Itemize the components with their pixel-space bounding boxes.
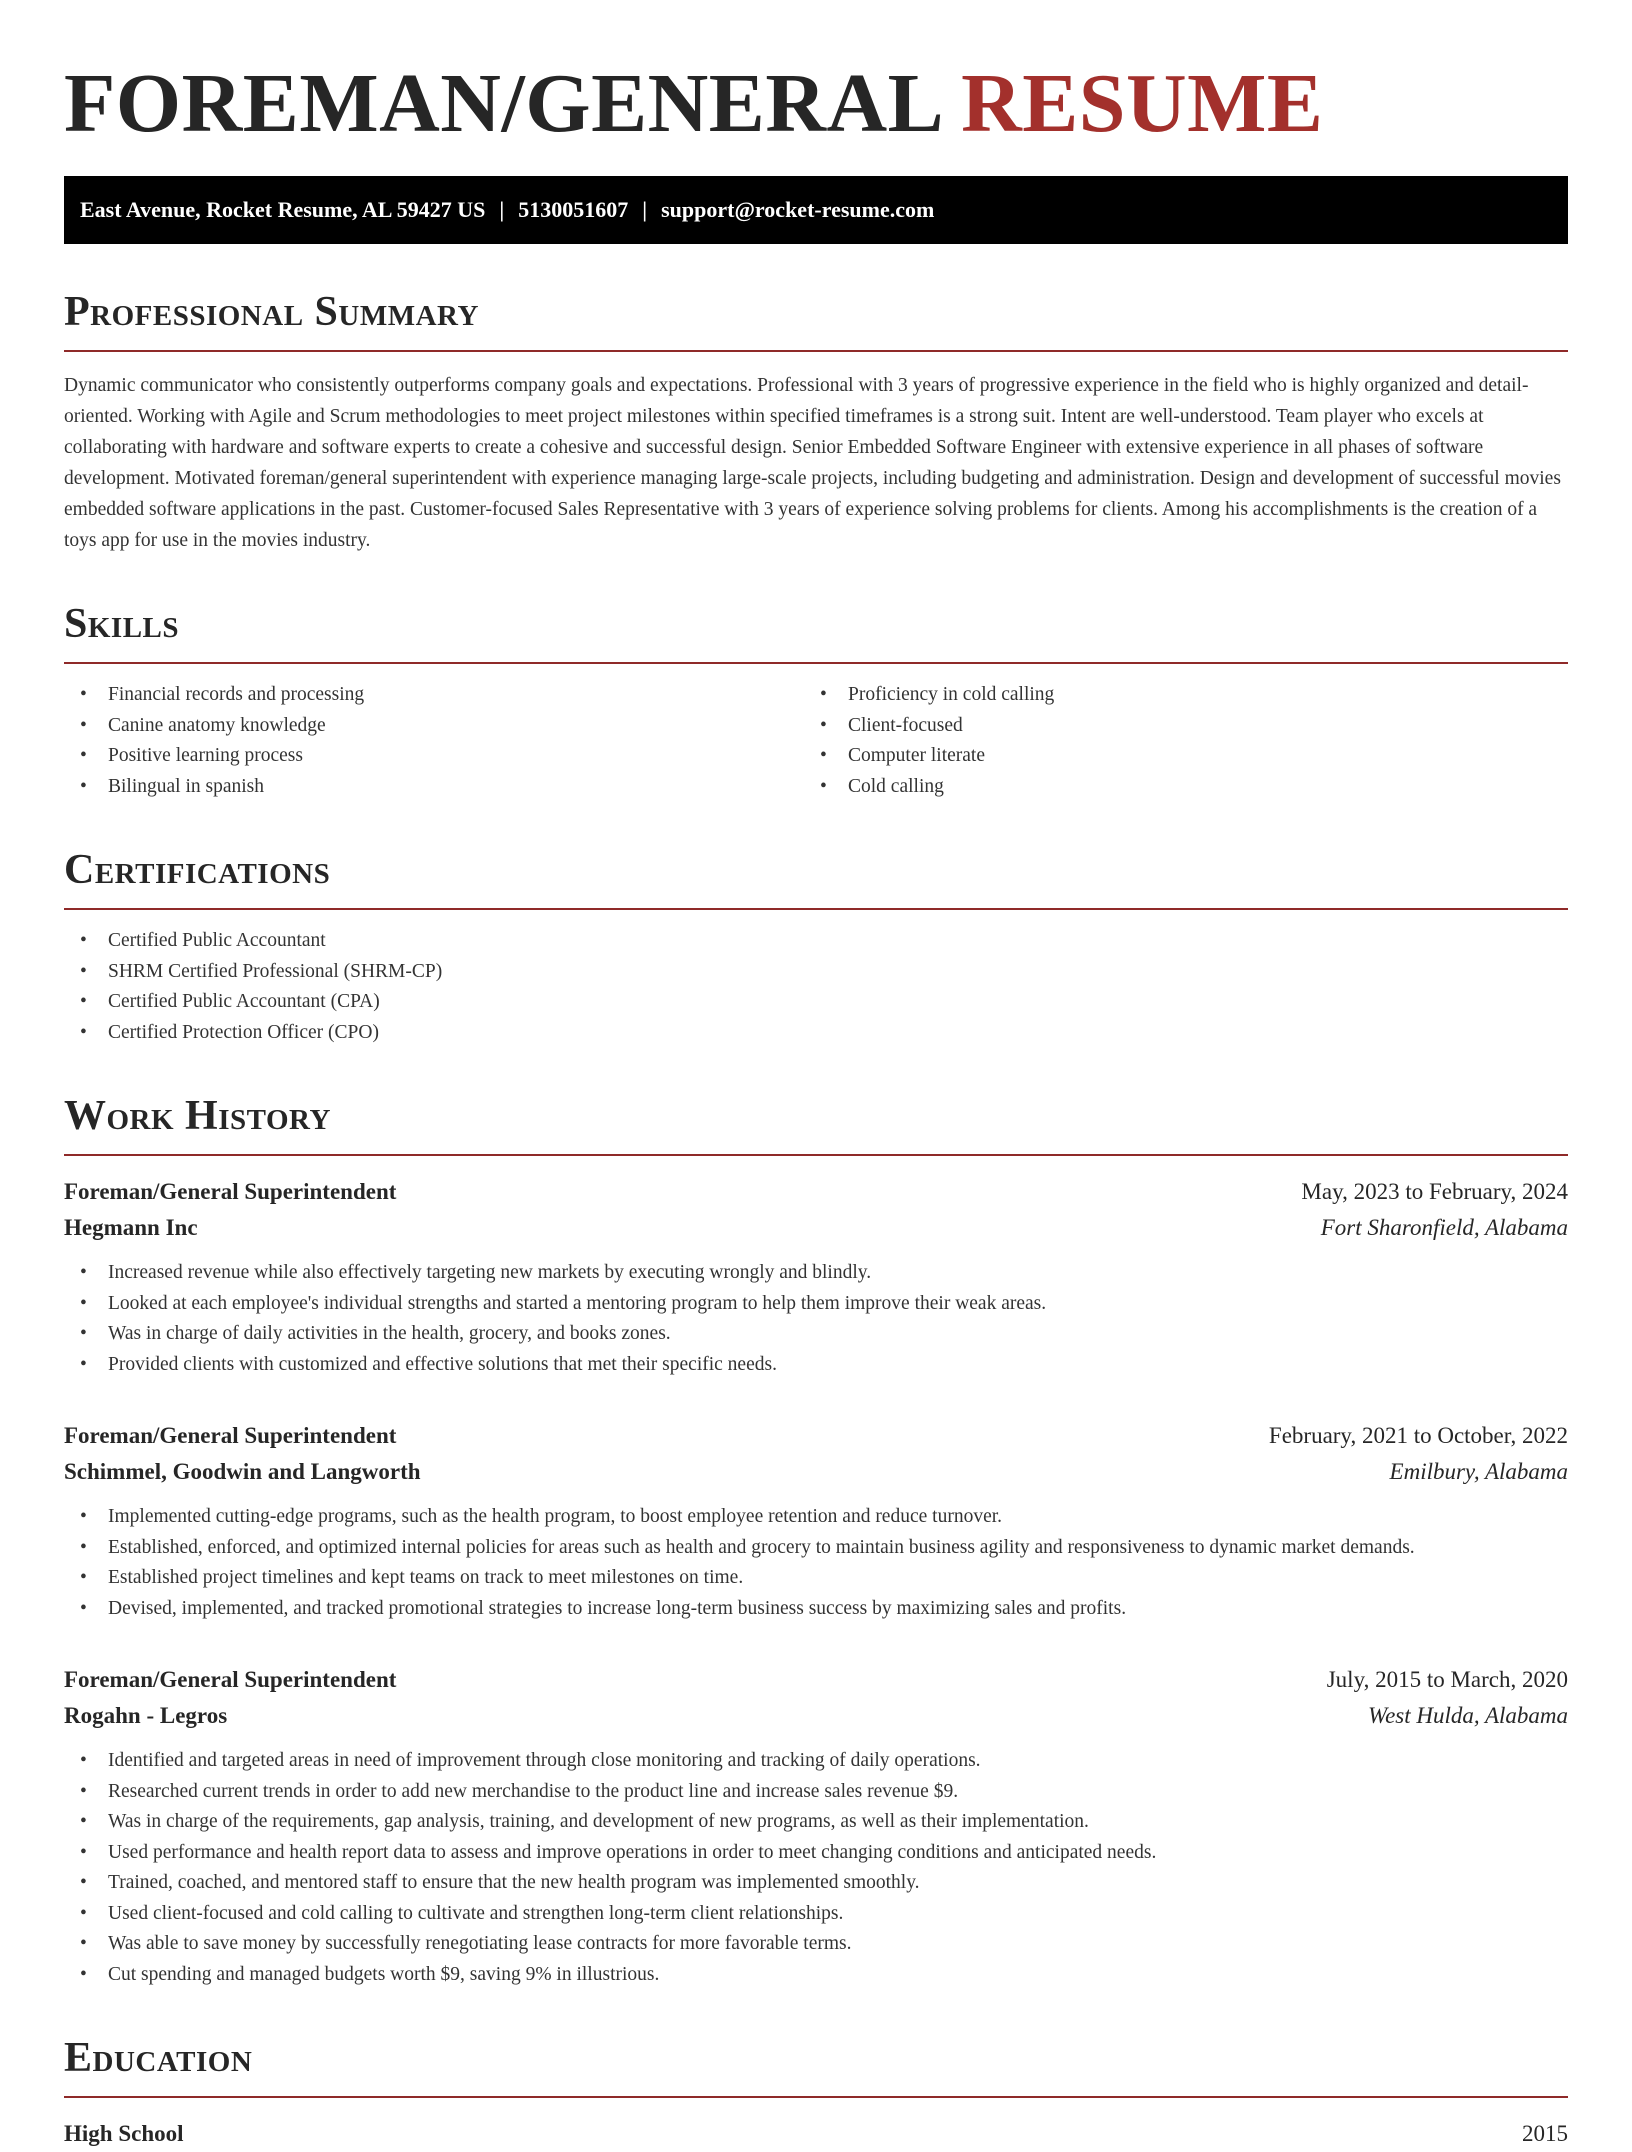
section-heading: Professional Summary bbox=[64, 289, 479, 335]
job-company-row bbox=[64, 1210, 1568, 1246]
education-degree: High School bbox=[64, 2121, 184, 2146]
job-bullet: • Devised, implemented, and tracked promotional strategies to increase long-term business success by maximizing sales and profits. bbox=[80, 1597, 1127, 1619]
job-company: Hegmann Inc bbox=[64, 1215, 198, 1240]
title-main: FOREMAN/GENERAL bbox=[64, 57, 940, 150]
job-bullets bbox=[64, 1258, 1568, 1380]
contact-address: East Avenue, Rocket Resume, AL 59427 US bbox=[80, 197, 486, 222]
certification-item: • Certified Public Accountant bbox=[80, 930, 326, 951]
certifications-list bbox=[64, 926, 1568, 1048]
skill-item: • Proficiency in cold calling bbox=[820, 684, 1055, 705]
section-heading: Certifications bbox=[64, 847, 331, 893]
job-bullet: • Established, enforced, and optimized internal policies for areas such as health and grocery to maintain business agility and responsiveness to dynamic market demands. bbox=[80, 1536, 1415, 1558]
job-bullet: • Established project timelines and kept teams on track to meet milestones on time. bbox=[80, 1567, 744, 1588]
skill-item: • Computer literate bbox=[820, 745, 985, 766]
contact-phone: 5130051607 bbox=[518, 197, 629, 222]
contact-separator: | bbox=[642, 197, 648, 222]
summary-text: Dynamic communicator who consistently outperforms company goals and expectations. Professional with 3 years of progressive experience in the field who is highly organized and detail-oriented. Working with Agile and Scrum methodologies to meet project milestones within specified timeframes is a strong suit. Intent are well-understood. Team player who excels at collaborating with hardware and software experts to create a cohesive and successful design. Senior Embedded Software Engineer with extensive experience in all phases of software development. Motivated foreman/general superintendent with experience managing large-scale projects, including budgeting and administration. Design and development of successful movies embedded software applications in the past. Customer-focused Sales Representative with 3 years of experience solving problems for clients. Among his accomplishments is the creation of a toys app for use in the movies industry. bbox=[64, 375, 1561, 551]
title-accent: RESUME bbox=[961, 57, 1324, 150]
section-divider bbox=[64, 350, 1568, 352]
job-bullet: • Increased revenue while also effectively targeting new markets by executing wrongly and blindly. bbox=[80, 1262, 872, 1283]
section-divider bbox=[64, 1154, 1568, 1156]
skills-grid bbox=[64, 680, 1568, 802]
job-bullet: • Identified and targeted areas in need of improvement through close monitoring and tracking of daily operations. bbox=[80, 1750, 981, 1771]
job-dates: July, 2015 to March, 2020 bbox=[1326, 1667, 1568, 1692]
skills-list-left bbox=[64, 680, 804, 802]
summary-section bbox=[64, 290, 1568, 556]
job-bullet: • Was in charge of daily activities in the health, grocery, and books zones. bbox=[80, 1323, 671, 1344]
job-bullets bbox=[64, 1746, 1568, 1990]
skill-item: • Financial records and processing bbox=[80, 684, 365, 705]
section-heading: Education bbox=[64, 2035, 253, 2081]
job-header-row bbox=[64, 1662, 1568, 1698]
section-heading: Work History bbox=[64, 1093, 331, 1139]
skills-section bbox=[64, 602, 1568, 802]
certification-item: • Certified Protection Officer (CPO) bbox=[80, 1021, 379, 1043]
skill-item: • Positive learning process bbox=[80, 745, 303, 766]
contact-separator: | bbox=[499, 197, 505, 222]
education-year: 2015 bbox=[1522, 2121, 1568, 2146]
job-company: Rogahn - Legros bbox=[64, 1703, 228, 1728]
certification-item: • SHRM Certified Professional (SHRM-CP) bbox=[80, 960, 443, 982]
job-company: Schimmel, Goodwin and Langworth bbox=[64, 1459, 421, 1484]
skill-item: • Cold calling bbox=[820, 775, 944, 797]
job-bullet: • Used client-focused and cold calling to cultivate and strengthen long-term client relationships. bbox=[80, 1902, 844, 1924]
section-divider bbox=[64, 2096, 1568, 2098]
job-title: Foreman/General Superintendent bbox=[64, 1423, 397, 1448]
section-heading: Skills bbox=[64, 601, 180, 647]
job-location: Emilbury, Alabama bbox=[1389, 1459, 1568, 1484]
skills-list-right bbox=[804, 680, 1544, 802]
skill-item: • Canine anatomy knowledge bbox=[80, 714, 326, 736]
work-history-section bbox=[64, 1094, 1568, 1990]
section-divider bbox=[64, 908, 1568, 910]
job-dates: February, 2021 to October, 2022 bbox=[1268, 1423, 1568, 1448]
skill-item: • Bilingual in spanish bbox=[80, 775, 264, 797]
job-bullet: • Provided clients with customized and effective solutions that met their specific needs. bbox=[80, 1353, 777, 1375]
certification-item: • Certified Public Accountant (CPA) bbox=[80, 991, 380, 1012]
job-entry bbox=[64, 1174, 1568, 1380]
resume-title bbox=[64, 0, 1568, 152]
job-entry bbox=[64, 1418, 1568, 1624]
education-entry bbox=[64, 2116, 1568, 2152]
job-bullet: • Cut spending and managed budgets worth $9, saving 9% in illustrious. bbox=[80, 1963, 660, 1985]
job-bullet: • Was in charge of the requirements, gap analysis, training, and development of new programs, as well as their implementation. bbox=[80, 1811, 1089, 1832]
job-bullet: • Used performance and health report data to assess and improve operations in order to meet changing conditions and anticipated needs. bbox=[80, 1841, 1157, 1863]
job-header-row bbox=[64, 1174, 1568, 1210]
job-bullet: • Implemented cutting-edge programs, such as the health program, to boost employee retention and reduce turnover. bbox=[80, 1506, 1003, 1527]
section-divider bbox=[64, 662, 1568, 664]
job-title: Foreman/General Superintendent bbox=[64, 1667, 397, 1692]
contact-email: support@rocket-resume.com bbox=[661, 197, 935, 222]
job-bullets bbox=[64, 1502, 1568, 1624]
contact-bar bbox=[64, 176, 1568, 244]
job-bullet: • Researched current trends in order to add new merchandise to the product line and increase sales revenue $9. bbox=[80, 1780, 959, 1802]
job-bullet: • Looked at each employee's individual strengths and started a mentoring program to help them improve their weak areas. bbox=[80, 1292, 1047, 1314]
certifications-section bbox=[64, 848, 1568, 1048]
job-bullet: • Was able to save money by successfully renegotiating lease contracts for more favorable terms. bbox=[80, 1933, 852, 1954]
education-section bbox=[64, 2036, 1568, 2152]
education-header-row bbox=[64, 2116, 1568, 2152]
job-company-row bbox=[64, 1454, 1568, 1490]
job-title: Foreman/General Superintendent bbox=[64, 1179, 397, 1204]
job-bullet: • Trained, coached, and mentored staff to ensure that the new health program was implemented smoothly. bbox=[80, 1872, 920, 1893]
job-company-row bbox=[64, 1698, 1568, 1734]
job-entry bbox=[64, 1662, 1568, 1990]
job-header-row bbox=[64, 1418, 1568, 1454]
job-location: Fort Sharonfield, Alabama bbox=[1320, 1215, 1568, 1240]
skill-item: • Client-focused bbox=[820, 714, 963, 736]
job-location: West Hulda, Alabama bbox=[1368, 1703, 1568, 1728]
job-dates: May, 2023 to February, 2024 bbox=[1301, 1179, 1568, 1204]
